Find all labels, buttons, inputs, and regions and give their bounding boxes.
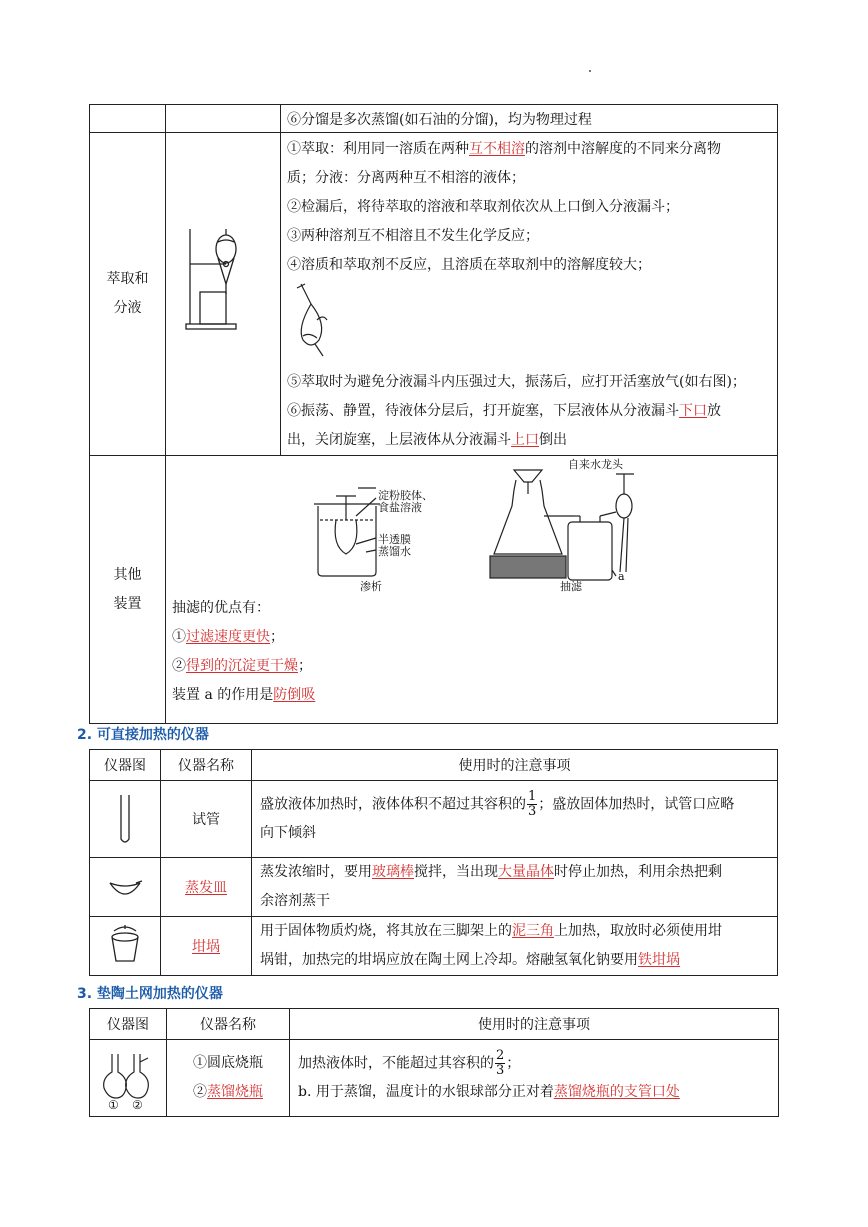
extraction-line-7: ⑥振荡、静置，待液体分层后，打开旋塞，下层液体从分液漏斗下口放 bbox=[287, 403, 721, 419]
crucible-note-2: 埚钳，加热完的坩埚应放在陶土网上冷却。熔融氢氧化钠要用铁坩埚 bbox=[260, 952, 680, 968]
extraction-line-2: 质；分液：分离两种互不相溶的液体； bbox=[287, 170, 525, 186]
method-name-extraction: 萃取和 分液 bbox=[90, 133, 166, 456]
other-apparatus-figure bbox=[166, 456, 777, 594]
header-name: 仪器名称 bbox=[167, 1009, 290, 1040]
evaporating-dish-icon bbox=[90, 859, 160, 915]
instrument-name-round-flask: ①圆底烧瓶 bbox=[193, 1055, 263, 1071]
stray-dot bbox=[589, 70, 591, 72]
direct-heating-table bbox=[89, 749, 778, 976]
instrument-name: 试管 bbox=[161, 781, 252, 858]
flask-note-2: b. 用于蒸馏，温度计的水银球部分正对着蒸馏烧瓶的支管口处 bbox=[298, 1084, 680, 1101]
venting-figure bbox=[287, 280, 777, 368]
gauze-heating-table bbox=[89, 1008, 779, 1117]
method-name-other: 其他 装置 bbox=[90, 456, 166, 724]
dialysis-label-colloid: 淀粉胶体、 食盐溶液 bbox=[378, 489, 433, 514]
separatory-funnel-figure bbox=[166, 133, 281, 456]
suction-advantages-title: 抽滤的优点有： bbox=[172, 600, 270, 616]
dialysis-label-membrane: 半透膜 蒸馏水 bbox=[378, 533, 411, 558]
header-name: 仪器名称 bbox=[161, 750, 252, 781]
suction-label-tap: 自来水龙头 bbox=[568, 458, 623, 471]
table-header-row bbox=[90, 750, 778, 781]
crucible-note-1: 用于固体物质灼烧，将其放在三脚架上的泥三角上加热，取放时必须使用坩 bbox=[260, 923, 722, 939]
table-row bbox=[90, 1040, 779, 1117]
test-tube-icon bbox=[90, 781, 160, 857]
header-notes: 使用时的注意事项 bbox=[252, 750, 778, 781]
suction-caption: 抽滤 bbox=[560, 580, 582, 593]
table-header-row bbox=[90, 1009, 779, 1040]
flask-note-1: 加热液体时，不能超过其容积的 $\frac{2}{3}$ ； bbox=[298, 1047, 521, 1078]
instrument-name: 蒸发皿 bbox=[185, 880, 227, 896]
instrument-name-distilling-flask: ②蒸馏烧瓶 bbox=[193, 1084, 263, 1100]
flasks-icon bbox=[90, 1040, 166, 1116]
section-heading-direct-heating: 2. 可直接加热的仪器 bbox=[77, 727, 209, 743]
header-figure: 仪器图 bbox=[90, 750, 161, 781]
dialysis-caption: 渗析 bbox=[360, 580, 382, 593]
section-heading-gauze-heating: 3. 垫陶土网加热的仪器 bbox=[77, 986, 223, 1002]
table-row bbox=[90, 781, 778, 858]
header-figure: 仪器图 bbox=[90, 1009, 167, 1040]
extraction-line-3: ②检漏后，将待萃取的溶液和萃取剂依次从上口倒入分液漏斗； bbox=[287, 199, 679, 215]
table-row bbox=[90, 917, 778, 976]
extraction-line-6: ⑤萃取时为避免分液漏斗内压强过大，振荡后，应打开活塞放气(如右图)； bbox=[287, 374, 746, 390]
header-notes: 使用时的注意事项 bbox=[290, 1009, 779, 1040]
test-tube-note-2: 向下倾斜 bbox=[260, 825, 316, 842]
apparatus-a-function: 装置 a 的作用是防倒吸 bbox=[172, 687, 316, 703]
extraction-line-8: 出，关闭旋塞，上层液体从分液漏斗上口倒出 bbox=[287, 432, 567, 448]
suction-advantage-1: ①过滤速度更快； bbox=[172, 629, 284, 645]
fraction-two-thirds: $\frac{2}{3}$ bbox=[496, 1047, 505, 1078]
flask-label-2: ② bbox=[132, 1098, 143, 1112]
separation-table bbox=[89, 104, 778, 724]
instrument-name: 坩埚 bbox=[192, 939, 220, 955]
table-row bbox=[90, 133, 778, 456]
evaporating-dish-note-1: 蒸发浓缩时，要用玻璃棒搅拌，当出现大量晶体时停止加热，利用余热把剩 bbox=[260, 864, 722, 880]
table-row bbox=[90, 105, 778, 133]
separatory-funnel-icon bbox=[166, 134, 280, 454]
funnel-venting-icon bbox=[293, 280, 333, 360]
table-row bbox=[90, 456, 778, 724]
suction-label-a: a bbox=[618, 570, 625, 583]
extraction-line-1: ①萃取：利用同一溶质在两种互不相溶的溶剂中溶解度的不同来分离物 bbox=[287, 141, 721, 157]
crucible-icon bbox=[90, 917, 160, 975]
evaporating-dish-note-2: 余溶剂蒸干 bbox=[260, 893, 330, 909]
table-row bbox=[90, 858, 778, 917]
test-tube-note-1: 盛放液体加热时，液体体积不超过其容积的 $\frac{1}{3}$ ；盛放固体加热时，试管口应略 bbox=[260, 788, 735, 819]
fraction-one-third: $\frac{1}{3}$ bbox=[528, 788, 537, 819]
suction-advantage-2: ②得到的沉淀更干燥； bbox=[172, 658, 312, 674]
extraction-line-4: ③两种溶剂互不相溶且不发生化学反应； bbox=[287, 228, 539, 244]
fractionation-note: ⑥分馏是多次蒸馏(如石油的分馏)，均为物理过程 bbox=[287, 111, 592, 128]
flask-label-1: ① bbox=[108, 1098, 119, 1112]
extraction-line-5: ④溶质和萃取剂不反应，且溶质在萃取剂中的溶解度较大； bbox=[287, 257, 651, 273]
